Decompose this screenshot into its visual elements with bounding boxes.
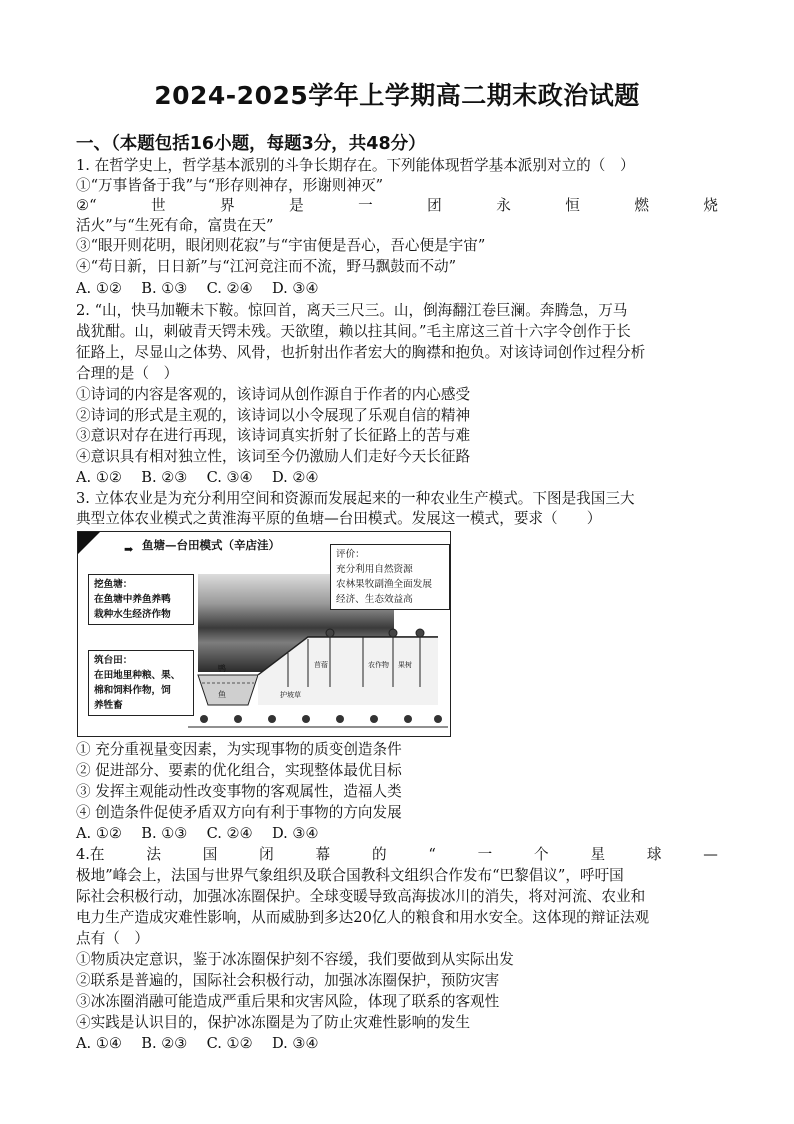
q4-option-4: ④实践是认识目的，保护冰冻圈是为了防止灾难性影响的发生 — [76, 1014, 471, 1031]
dig-fishpond-text: 在鱼塘中养鱼养鸭 — [94, 594, 171, 605]
terrace-cross-section — [188, 627, 448, 735]
q4-line-1-word: — — [703, 846, 718, 863]
q1-stem: 1. 在哲学史上，哲学基本派别的斗争长期存在。下列能体现哲学基本派别对立的（ ） — [76, 157, 635, 174]
q3-answers: A. ①② B. ①③ C. ②④ D. ③④ — [76, 825, 319, 842]
dig-fishpond-text: 栽种水生经济作物 — [94, 609, 171, 620]
q1-option-2-word: 烧 — [703, 197, 718, 214]
evaluation-box — [330, 544, 450, 610]
q2-answers: A. ①② B. ②③ C. ③④ D. ②④ — [76, 469, 319, 486]
q3-option-1: ① 充分重视量变因素，为实现事物的质变创造条件 — [76, 741, 402, 758]
q1-option-2-word: 燃 — [634, 197, 649, 214]
q1-option-2-word: ②“ — [76, 197, 97, 214]
q4-line-3: 际社会积极行动，加强冰冻圈保护。全球变暖导致高海拔冰川的消失，将对河流、农业和 — [76, 888, 646, 905]
q4-line-1-word: 的 — [371, 846, 387, 863]
q2-line-2: 战犹酣。山，刺破青天锷未残。天欲堕，赖以拄其间。”毛主席这三首十六字令创作于长 — [76, 323, 631, 340]
build-terrace-box — [88, 650, 194, 716]
section-header: 一、（本题包括16小题，每题3分，共48分） — [76, 134, 426, 154]
q1-option-1: ①“万事皆备于我”与“形存则神存，形谢则神灭” — [76, 177, 384, 194]
q1-option-2-word: 永 — [496, 197, 511, 214]
q3-option-4: ④ 创造条件促使矛盾双方向有利于事物的方向发展 — [76, 804, 402, 821]
dig-fishpond-head: 挖鱼塘： — [94, 579, 133, 590]
build-terrace-head: 筑台田： — [94, 655, 133, 666]
q4-line-1-word: 法 — [146, 846, 161, 863]
q1-option-2-word: 恒 — [565, 197, 580, 214]
q4-line-5: 点有（ ） — [76, 930, 149, 947]
q3-option-3: ③ 发挥主观能动性改变事物的客观属性，造福人类 — [76, 783, 402, 800]
build-terrace-text: 在田地里种粮、果、 — [94, 670, 181, 681]
q1-option-2-cont: 活火”与“生死有命，富贵在天” — [76, 217, 274, 234]
q1-option-2-word: 是 — [289, 197, 304, 214]
dig-fishpond-box — [88, 574, 194, 625]
q2-option-3: ③意识对存在进行再现，该诗词真实折射了长征路上的苦与难 — [76, 427, 471, 444]
label-fruit-trees: 果树 — [398, 661, 412, 669]
q1-option-2-word: 世 — [150, 197, 166, 214]
q1-option-2 — [76, 196, 718, 216]
evaluation-text: 经济、生态效益高 — [336, 594, 413, 605]
q4-answers: A. ①④ B. ②③ C. ①② D. ③④ — [76, 1035, 319, 1052]
q4-line-2: 极地”峰会上，法国与世界气象组织及联合国教科文组织合作发布“巴黎倡议”，呼吁国 — [76, 867, 624, 884]
q4-line-1 — [76, 845, 718, 865]
build-terrace-text: 棉和饲料作物，饲 — [94, 685, 171, 696]
build-terrace-text: 养牲畜 — [94, 700, 123, 711]
q2-option-4: ④意识具有相对独立性，该词至今仍激励人们走好今天长征路 — [76, 448, 471, 465]
label-slope-grass: 护坡草 — [280, 691, 301, 699]
arrow-right-icon: ➡ — [124, 543, 134, 556]
evaluation-text: 农林果牧副渔全面发展 — [336, 579, 432, 590]
evaluation-text: 充分利用自然资源 — [336, 564, 413, 575]
q1-option-2-word: 团 — [427, 197, 442, 214]
label-crops: 农作物 — [368, 661, 389, 669]
q4-line-1-word: 幕 — [315, 846, 331, 863]
q2-line-1: 2. “山，快马加鞭未下鞍。惊回首，离天三尺三。山，倒海翻江卷巨澜。奔腾急，万马 — [76, 302, 628, 319]
fishpond-terrace-diagram — [77, 531, 451, 737]
page-title: 2024-2025学年上学期高二期末政治试题 — [154, 81, 640, 110]
q4-option-2: ②联系是普遍的，国际社会积极行动，加强冰冻圈保护，预防灾害 — [76, 972, 500, 989]
q1-option-2-word: 一 — [358, 197, 373, 214]
q4-line-1-word: 星 — [590, 846, 606, 863]
label-alfalfa: 苜蓿 — [314, 661, 328, 669]
q1-answers: A. ①② B. ①③ C. ②④ D. ③④ — [76, 280, 319, 297]
q4-line-1-word: “ — [428, 846, 436, 863]
q4-line-1-word: 球 — [646, 846, 662, 863]
q4-line-4: 电力生产造成灾难性影响，从而威胁到多达20亿人的粮食和用水安全。这体现的辩证法观 — [76, 909, 650, 926]
q2-line-4: 合理的是（ ） — [76, 365, 179, 382]
q4-option-3: ③冰冻圈消融可能造成严重后果和灾害风险，体现了联系的客观性 — [76, 993, 500, 1010]
evaluation-head: 评价： — [336, 549, 365, 560]
q4-line-1-word: 国 — [202, 846, 218, 863]
q4-option-1: ①物质决定意识，鉴于冰冻圈保护刻不容缓，我们要做到从实际出发 — [76, 951, 514, 968]
q4-line-1-word: 个 — [534, 846, 549, 863]
q3-line-2: 典型立体农业模式之黄淮海平原的鱼塘—台田模式。发展这一模式，要求（ ） — [76, 510, 602, 527]
q1-option-3: ③“眼开则花明，眼闭则花寂”与“宇宙便是吾心，吾心便是宇宙” — [76, 237, 486, 254]
pond-shape — [198, 675, 258, 705]
label-duck: 鸭 — [218, 664, 226, 673]
q2-line-3: 征路上，尽显山之体势、风骨，也折射出作者宏大的胸襟和抱负。对该诗词创作过程分析 — [76, 344, 646, 361]
q2-option-2: ②诗词的形式是主观的，该诗词以小令展现了乐观自信的精神 — [76, 407, 471, 424]
q1-option-4: ④“苟日新，日日新”与“江河竞注而不流，野马飘鼓而不动” — [76, 258, 457, 275]
ground-trees — [200, 715, 442, 723]
q1-option-2-word: 界 — [220, 197, 235, 214]
label-fish: 鱼 — [218, 690, 226, 699]
q4-line-1-word: 闭 — [259, 846, 274, 863]
figure-title-text: 鱼塘—台田模式（辛店洼） — [142, 538, 280, 552]
q2-option-1: ①诗词的内容是客观的，该诗词从创作源自于作者的内心感受 — [76, 386, 471, 403]
q3-option-2: ② 促进部分、要素的优化组合，实现整体最优目标 — [76, 762, 402, 779]
q4-line-1-word: 4.在 — [76, 846, 105, 863]
q3-line-1: 3. 立体农业是为充分利用空间和资源而发展起来的一种农业生产模式。下图是我国三大 — [76, 490, 635, 507]
q4-line-1-word: 一 — [477, 846, 493, 863]
